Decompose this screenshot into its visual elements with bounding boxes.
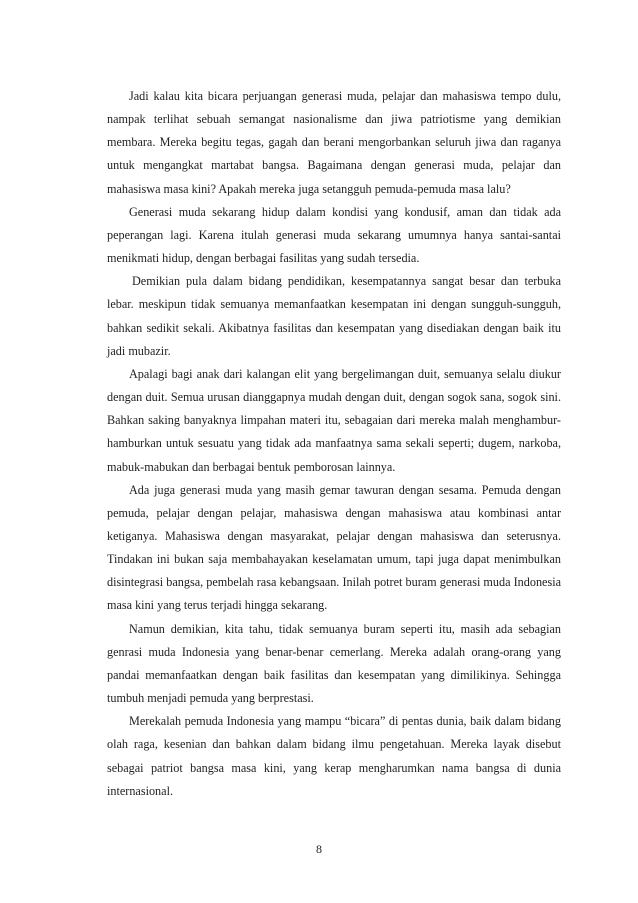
paragraph: Namun demikian, kita tahu, tidak semuanya buram seperti itu, masih ada sebagian genrasi muda Indonesia yang benar-benar cemerlang. Mereka adalah orang-orang yang pandai memanfaatkan dengan baik fasilitas dan kesempatan yang dimilikinya. Sehingga tumbuh menjadi pemuda yang berprestasi. [107, 621, 561, 706]
paragraph: Apalagi bagi anak dari kalangan elit yang bergelimangan duit, semuanya selalu diukur dengan duit. Semua urusan dianggapnya mudah dengan duit, dengan sogok sana, sogok sini. Bahkan saking banyaknya limpahan materi itu, sebagaian dari mereka malah menghambur-hamburkan untuk sesuatu yang tidak ada manfaatnya sama sekali seperti; dugem, narkoba, mabuk-mabukan dan berbagai bentuk pemborosan lainnya. [107, 366, 561, 474]
paragraph: Generasi muda sekarang hidup dalam kondisi yang kondusif, aman dan tidak ada peperangan lagi. Karena itulah generasi muda sekarang umumnya hanya santai-santai menikmati hidup, dengan berbagai fasilitas yang sudah tersedia. [107, 204, 561, 266]
paragraph: Demikian pula dalam bidang pendidikan, kesempatannya sangat besar dan terbuka lebar. meskipun tidak semuanya memanfaatkan kesempatan ini dengan sungguh-sungguh, bahkan sedikit sekali. Akibatnya fasilitas dan kesempatan yang disediakan dengan baik itu jadi mubazir. [107, 274, 561, 358]
page-number: 8 [316, 842, 322, 856]
paragraph: Merekalah pemuda Indonesia yang mampu “bicara” di pentas dunia, baik dalam bidang olah raga, kesenian dan bahkan dalam bidang ilmu pengetahuan. Mereka layak disebut sebagai patriot bangsa masa kini, yang kerap mengharumkan nama bangsa di dunia internasional. [107, 714, 561, 798]
paragraph: Ada juga generasi muda yang masih gemar tawuran dengan sesama. Pemuda dengan pemuda, pelajar dengan pelajar, mahasiswa dengan mahasiswa atau kombinasi antar ketiganya. Mahasiswa dengan masyarakat, pelajar dengan mahasiswa dan seterusnya. Tindakan ini bukan saja membahayakan keselamatan umum, tapi juga dapat menimbulkan disintegrasi bangsa, pembelah rasa kebangsaan. Inilah potret buram generasi muda Indonesia masa kini yang terus terjadi hingga sekarang. [107, 482, 561, 613]
paragraph: Jadi kalau kita bicara perjuangan generasi muda, pelajar dan mahasiswa tempo dulu, nampak terlihat sebuah semangat nasionalisme dan jiwa patriotisme yang demikian membara. Mereka begitu tegas, gagah dan berani mengorbankan seluruh jiwa dan raganya untuk mengangkat martabat bangsa. Bagaimana dengan generasi muda, pelajar dan mahasiswa masa kini? Apakah mereka juga setangguh pemuda-pemuda masa lalu? [107, 89, 561, 196]
body-text [107, 85, 561, 803]
